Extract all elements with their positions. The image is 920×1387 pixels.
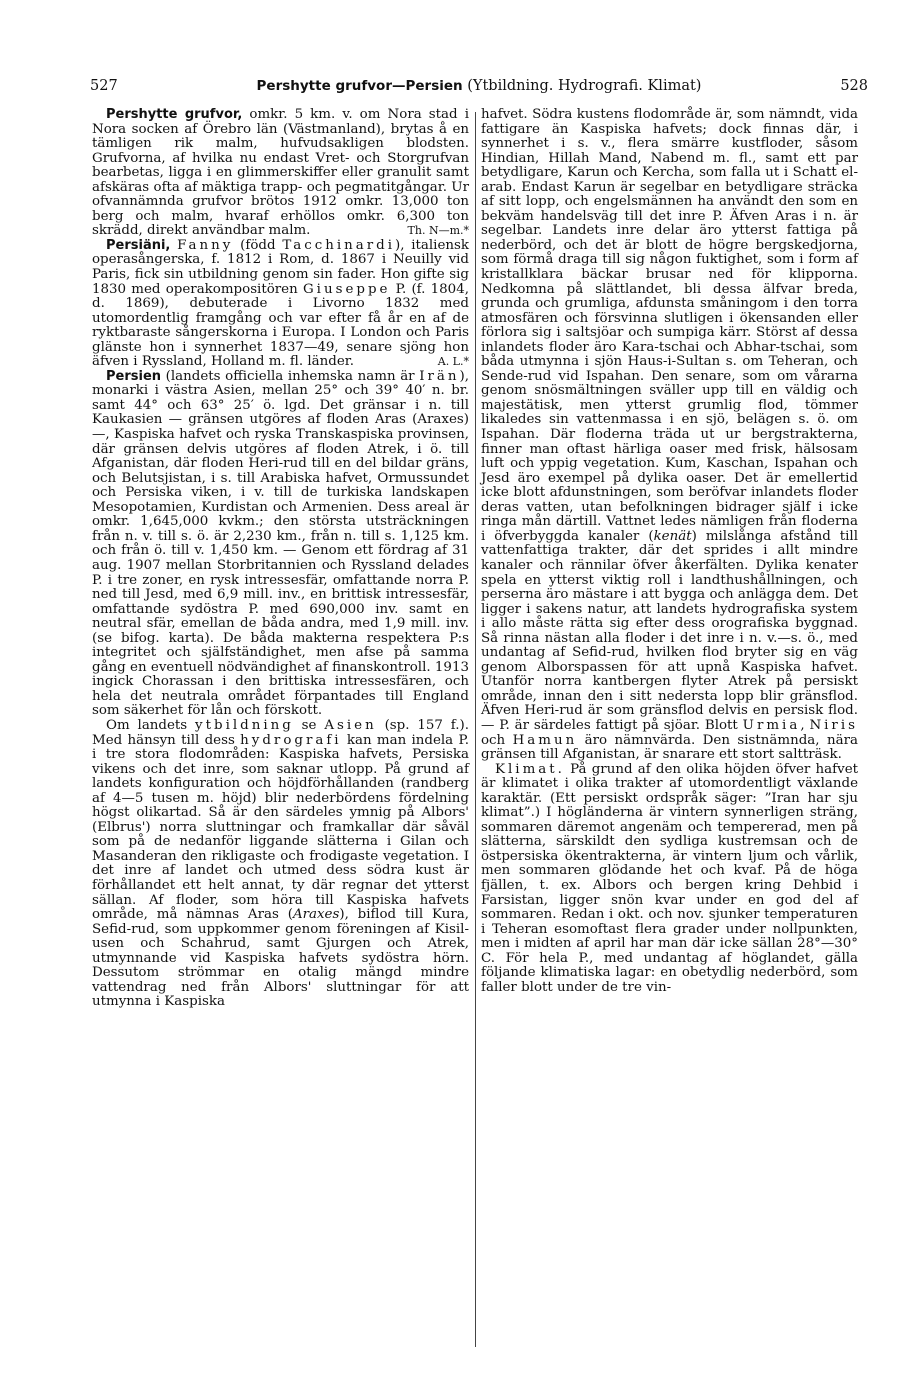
entry-persien-text-2: ), monarki i västra Asien, mellan 25° och 39° 40′ n. br. samt 44° och 63° 25′ ö. lgd. Det gränsar i n. till Kaukasien — gränsen utgöres af floden Aras (Araxes) —, Kaspiska hafvet och ryska Transkaspiska provinsen, där gränsen delvis utgöres af floden Atrek, i ö. till Afganistan, där floden Heri-rud till en del bildar gräns, och Belutsjistan, i s. till Arabiska hafvet, Ormussundet och Persiska viken, i v. till de turkiska landskapen Mesopotamien, Kurdistan och Armenien. Dess areal är omkr. 1,645,000 kvkm.; den största utsträckningen från n. v. till s. ö. är 2,230 km., från n. till s. 1,125 km. och från ö. till v. 1,450 km. — Genom ett fördrag af 31 aug. 1907 mellan Storbritannien och Ryssland delades P. i tre zoner, en rysk intressesfär, omfattande norra P. ned till Jesd, med 6,9 mill. inv., en brittisk intressesfär, omfattande sydöstra P. med 690,000 inv. samt en neutral sfär, emellan de båda andra, med 1,9 mill. inv. (se bifog. karta). De båda makterna respektera P:s integritet och själfständighet, men afse på samma gång en eventuell nödvändighet af finanskontroll. 1913 ingick Chorassan i den brittiska intressesfären, och hela det neutrala området förpantades till England som säkerhet för lån och förskott. [92, 368, 469, 719]
column-divider [475, 112, 476, 1347]
lake-hamun: Hamun [512, 732, 578, 748]
entry-persien-text-1: (landets officiella inhemska namn är [161, 368, 420, 384]
ytbildning-text-1: Om landets [106, 717, 196, 733]
hydrografi-text-2: ) milslånga afstånd till vattenfattiga trakter, där det sprides i allt mindre kanaler och rännilar öfver åkerfälten. Dylika kenater spela en ytterst viktig roll i landthushållningen, och perserna äro mästare i att bygga och anlägga dem. Det ligger i sakens natur, att landets hydrografiska system i allo måste rätta sig efter dess orografiska byggnad. Så rinna nästan alla floder i det inre i n. v.—s. ö., med undantag af Sefid-rud, hvilken flod bryter sig en väg genom Alborspassen för att upnå Kaspiska hafvet. Utanför norra kantbergen flyter Atrek på persiskt område, innan den i sitt nedersta lopp blir gränsflod. Äfven Heri-rud är som gränsflod delvis en persisk flod. — P. är särdeles fattigt på sjöar. Blott [481, 528, 858, 733]
page-number-left: 527 [90, 78, 118, 94]
signature-pershytte: Th. N—m.* [407, 224, 469, 238]
running-title [90, 78, 868, 94]
word-asien: Asien [324, 717, 377, 733]
ytbildning-text-5: ), biflod till Kura, Sefid-rud, som uppkommer genom föreningen af Kisil-usen och Schahrud, samt Gjurgen och Atrek, utmynnande vid Kaspiska hafvets sydöstra hörn. Dessutom strömmar en otalig mängd mindre vattendrag ned från Albors' sluttningar för att utmynna i Kaspiska [92, 907, 470, 1010]
word-kenat: kenät [653, 528, 692, 544]
entry-persiani [92, 239, 469, 370]
word-araxes: Araxes [292, 907, 340, 923]
name-fanny: Fanny [177, 237, 234, 253]
running-title-bold: Pershytte grufvor—Persien [256, 78, 463, 94]
paragraph-hydrografi-cont [481, 108, 858, 763]
word-klimat: Klimat. [495, 761, 565, 777]
hydrografi-text-5: äro nämnvärda. Den sistnämnda, nära gränsen till Afganistan, är snarare ett stort saltträsk. [481, 732, 858, 763]
name-tacchinardi: Tacchinardi [282, 237, 395, 253]
page-header [90, 78, 868, 100]
hydrografi-text-3: , [800, 717, 810, 733]
paragraph-ytbildning [92, 719, 469, 1010]
lake-urmia: Urmia [742, 717, 801, 733]
right-column [481, 108, 858, 995]
hydrografi-text-4: och [481, 732, 513, 748]
signature-persiani: A. L.* [437, 355, 469, 369]
entry-pershytte [92, 108, 469, 239]
hydrografi-text-1: hafvet. Södra kustens flodområde är, som nämndt, vida fattigare än Kaspiska hafvets; dock finnas där, i synnerhet i s. v., flera smärre kustfloder, såsom Hindian, Hillah Mand, Nabend m. fl., samt ett par betydligare, Karun och Kercha, som falla ut i Schatt el-arab. Endast Karun är segelbar en betydligare sträcka af sitt lopp, och engelsmännen ha användt den som en bekväm handelsväg till det inre P. Äfven Aras i n. är segelbar. Landets inre delar äro ytterst fattiga på nederbörd, och det är blott de högre bergskedjorna, som förmå draga till sig någon fuktighet, som i form af kristallklara bäckar brusar ned för klipporna. Nedkomna på slättlandet, bli dessa älfvar breda, grunda och grumliga, afdunsta småningom i den torra atmosfären och försvinna slutligen i ökensanden eller förlora sig i saltsjöar och sumpiga kärr. Störst af dessa inlandets floder äro Kara-tschai och Abhar-tschai, som båda utmynna i sjön Haus-i-Sultan s. om Teheran, och Sende-rud vid Ispahan. Den senare, som om vårarna genom snösmältningen sväller upp till en väldig och majestätisk, men ytterst grumlig flod, tömmer likaledes sin vattenmassa i en sjö, belägen s. ö. om Ispahan. Där floderna träda ut ur bergstrakterna, finner man oftast härliga oaser med frisk, hälsosam luft och yppig vegetation. Kum, Kaschan, Ispahan och Jesd äro exempel på dylika oaser. Det är emellertid icke blott afdunstningen, som beröfvar inlandets floder deras vatten, utan befolkningen bidrager själf i icke ringa mån därtill. Vattnet ledes nämligen från floderna i öfverbyggda kanaler ( [481, 107, 858, 544]
ytbildning-text-2: se [293, 717, 325, 733]
entry-persien [92, 370, 469, 719]
paragraph-klimat [481, 763, 858, 996]
headword-persien: Persien [106, 368, 162, 384]
word-hydrografi: hydrografi [240, 732, 342, 748]
klimat-text: På grund af den olika höjden öfver hafvet är klimatet i olika trakter af utomordentligt växlande karaktär. (Ett persiskt ordspråk säger: ”Iran har sju klimat”.) I högländerna är vintern synnerligen sträng, sommaren däremot angenäm och tempererad, men på slätterna, särskildt den sydliga kustremsan och de östpersiska ökentrakterna, är vintern ljum och vårlik, men sommaren glödande het och kvaf. På de höga fjällen, t. ex. Albors och bergen kring Dehbid i Farsistan, ligger snön kvar under en god del af sommaren. Redan i okt. och nov. sjunker temperaturen i Teheran esomoftast flera grader under nollpunkten, men i midten af april har man där icke sällan 28°—30° C. För hela P., med undantag af höglandet, gälla följande klimatiska lagar: en obetydlig nederbörd, som faller blott under de tre vin- [481, 761, 858, 995]
headword-persiani: Persiäni, [106, 237, 171, 253]
entry-persiani-text-2: ), italiensk operasångerska, f. 1812 i Rom, d. 1867 i Neuilly vid Paris, fick sin utbildning genom sin fader. Hon gifte sig 1830 med operakompositören [92, 237, 469, 297]
left-column [92, 108, 469, 1010]
headword-pershytte: Pershytte grufvor, [106, 107, 243, 122]
ytbildning-text-4: kan man indela P. i tre stora flodområden: Kaspiska hafvets, Persiska vikens och det inre, som saknar utlopp. På grund af landets konfiguration och höjdförhållanden (randberg af 4—5 tusen m. höjd) blir nederbördens fördelning högst olikartad. Så är den särdeles ymnig på Albors' (Elbrus') norra sluttningar och framkallar där såväl som på de nedanför liggande slätterna i Gilan och Masanderan den rikligaste och frodigaste vegetation. I det inre af landet och utmed dess södra kust är förhållandet ett helt annat, ty där regnar det ytterst sällan. Af floder, som höra till Kaspiska hafvets område, må nämnas Aras ( [92, 732, 469, 923]
page-number-right: 528 [840, 78, 868, 94]
lake-niris: Niris [809, 717, 858, 733]
name-iran: Irän [419, 368, 460, 384]
running-title-rest: (Ytbildning. Hydrografi. Klimat) [462, 78, 702, 94]
name-giuseppe: Giuseppe [302, 281, 391, 297]
entry-pershytte-text: omkr. 5 km. v. om Nora stad i Nora socken af Örebro län (Västmanland), brytas å en tämligen rik malm, hufvudsakligen blodsten. Grufvorna, af hvilka nu endast Vret- och Storgrufvan bearbetas, ligga i en glimmerskiffer eller granulit samt afskäras ofta af mäktiga trapp- och pegmatitgångar. Ur ofvannämnda grufvor brötos 1912 omkr. 13,000 ton berg och malm, hvaraf erhöllos omkr. 6,300 ton skrädd, direkt användbar malm. [92, 107, 469, 239]
entry-persiani-text-3: P. (f. 1804, d. 1869), debuterade i Livorno 1832 med utomordentlig framgång och var efter få år en af de ryktbaraste sångerskorna i Europa. I London och Paris glänste hon i synnerhet 1837—49, senare sjöng hon äfven i Ryssland, Holland m. fl. länder. [92, 281, 469, 370]
word-ytbildning: ytbildning [195, 717, 294, 733]
entry-persiani-text-1: (född [233, 237, 283, 253]
ytbildning-text-3: (sp. 157 f.). Med hänsyn till dess [92, 717, 470, 748]
